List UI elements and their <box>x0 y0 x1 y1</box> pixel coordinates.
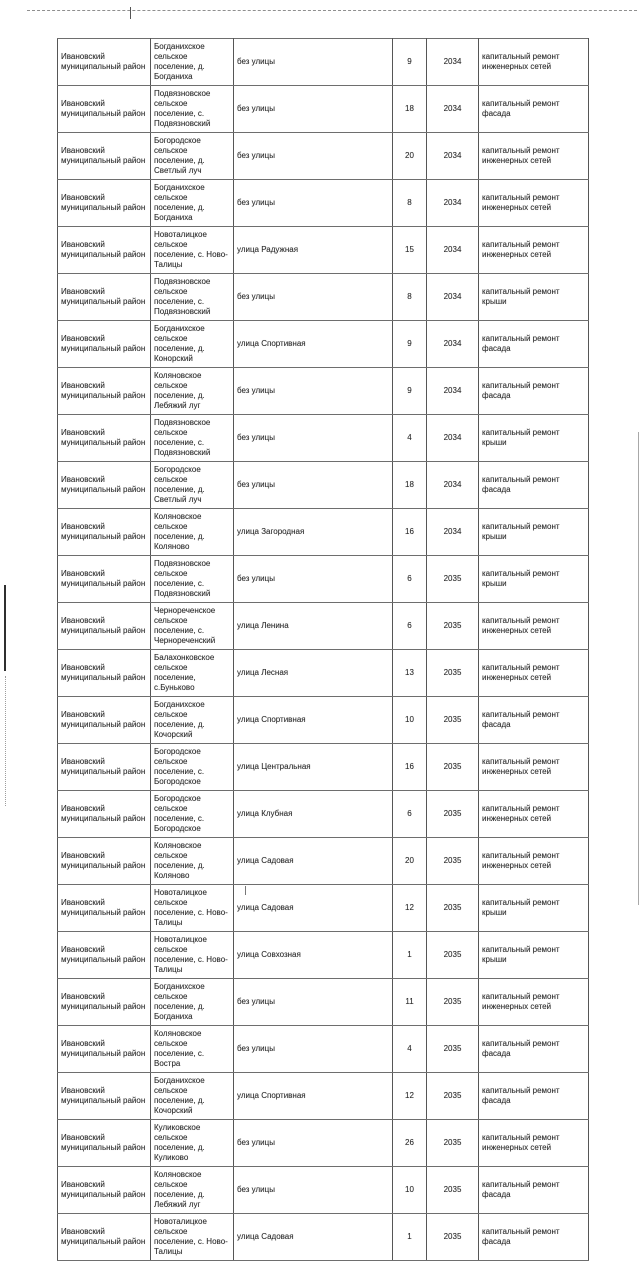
table-row <box>58 650 589 697</box>
cell-count: 18 <box>393 86 427 133</box>
cell-street: без улицы <box>234 274 393 321</box>
cell-count: 1 <box>393 932 427 979</box>
cell-settlement: Новоталицкое сельское поселение, с. Ново-Талицы <box>151 227 234 274</box>
cell-year: 2035 <box>427 556 479 603</box>
cell-district: Ивановский муниципальный район <box>58 1120 151 1167</box>
table-row <box>58 979 589 1026</box>
cell-count: 9 <box>393 368 427 415</box>
cell-street: улица Центральная <box>234 744 393 791</box>
cell-district: Ивановский муниципальный район <box>58 1073 151 1120</box>
cell-year: 2035 <box>427 650 479 697</box>
capital-repair-table-wrap <box>57 38 588 1261</box>
table-row <box>58 697 589 744</box>
cell-district: Ивановский муниципальный район <box>58 556 151 603</box>
cell-street: улица Радужная <box>234 227 393 274</box>
cell-street: без улицы <box>234 86 393 133</box>
cell-work: капитальный ремонт инженерных сетей <box>479 1120 589 1167</box>
cell-work: капитальный ремонт инженерных сетей <box>479 39 589 86</box>
cell-street: без улицы <box>234 979 393 1026</box>
cell-district: Ивановский муниципальный район <box>58 791 151 838</box>
cell-count: 12 <box>393 1073 427 1120</box>
cell-district: Ивановский муниципальный район <box>58 274 151 321</box>
cell-street: улица Спортивная <box>234 321 393 368</box>
table-row <box>58 321 589 368</box>
cell-count: 15 <box>393 227 427 274</box>
cell-work: капитальный ремонт инженерных сетей <box>479 133 589 180</box>
cell-year: 2034 <box>427 462 479 509</box>
scan-left-margin-mark <box>4 585 6 671</box>
cell-settlement: Богданихское сельское поселение, д. Богданиха <box>151 39 234 86</box>
table-row <box>58 462 589 509</box>
table-row <box>58 1120 589 1167</box>
table-row <box>58 1214 589 1261</box>
cell-work: капитальный ремонт фасада <box>479 1167 589 1214</box>
cell-year: 2034 <box>427 509 479 556</box>
table-row <box>58 274 589 321</box>
cell-year: 2035 <box>427 697 479 744</box>
cell-settlement: Богородское сельское поселение, д. Светлый луч <box>151 462 234 509</box>
cell-district: Ивановский муниципальный район <box>58 86 151 133</box>
cell-work: капитальный ремонт инженерных сетей <box>479 650 589 697</box>
cell-settlement: Коляновское сельское поселение, д. Коляново <box>151 509 234 556</box>
cell-settlement: Богородское сельское поселение, с. Богородское <box>151 791 234 838</box>
cell-year: 2035 <box>427 979 479 1026</box>
cell-street: улица Клубная <box>234 791 393 838</box>
cell-street: без улицы <box>234 556 393 603</box>
cell-street: без улицы <box>234 1120 393 1167</box>
cell-year: 2035 <box>427 1120 479 1167</box>
table-row <box>58 603 589 650</box>
cell-count: 6 <box>393 603 427 650</box>
scan-tick-mark <box>130 7 131 19</box>
cell-count: 12 <box>393 885 427 932</box>
cell-year: 2035 <box>427 1026 479 1073</box>
cell-year: 2035 <box>427 1214 479 1261</box>
table-body <box>58 39 589 1261</box>
cell-count: 1 <box>393 1214 427 1261</box>
cell-district: Ивановский муниципальный район <box>58 368 151 415</box>
cell-settlement: Коляновское сельское поселение, д. Коляново <box>151 838 234 885</box>
cell-count: 20 <box>393 838 427 885</box>
cell-year: 2034 <box>427 180 479 227</box>
cell-count: 10 <box>393 1167 427 1214</box>
cell-district: Ивановский муниципальный район <box>58 1167 151 1214</box>
cell-street: без улицы <box>234 39 393 86</box>
cell-street: без улицы <box>234 1167 393 1214</box>
cell-district: Ивановский муниципальный район <box>58 650 151 697</box>
cell-work: капитальный ремонт инженерных сетей <box>479 603 589 650</box>
cell-year: 2035 <box>427 932 479 979</box>
cell-year: 2034 <box>427 368 479 415</box>
cell-count: 9 <box>393 39 427 86</box>
cell-district: Ивановский муниципальный район <box>58 133 151 180</box>
cell-district: Ивановский муниципальный район <box>58 39 151 86</box>
cell-street: улица Садовая <box>234 838 393 885</box>
table-row <box>58 39 589 86</box>
cell-work: капитальный ремонт инженерных сетей <box>479 744 589 791</box>
cell-district: Ивановский муниципальный район <box>58 885 151 932</box>
cell-count: 9 <box>393 321 427 368</box>
cell-count: 18 <box>393 462 427 509</box>
cell-settlement: Чернореченское сельское поселение, с. Чернореченский <box>151 603 234 650</box>
table-row <box>58 1073 589 1120</box>
table-row <box>58 932 589 979</box>
scan-dashed-line <box>27 10 637 11</box>
cell-district: Ивановский муниципальный район <box>58 321 151 368</box>
cell-district: Ивановский муниципальный район <box>58 744 151 791</box>
table-row <box>58 227 589 274</box>
scan-right-edge-line <box>638 432 639 905</box>
cell-settlement: Богородское сельское поселение, д. Светлый луч <box>151 133 234 180</box>
cell-district: Ивановский муниципальный район <box>58 603 151 650</box>
cell-work: капитальный ремонт крыши <box>479 932 589 979</box>
cell-settlement: Богданихское сельское поселение, д. Богданиха <box>151 180 234 227</box>
capital-repair-table <box>57 38 589 1261</box>
table-row <box>58 838 589 885</box>
cell-year: 2034 <box>427 274 479 321</box>
cell-street: улица Лесная <box>234 650 393 697</box>
cell-work: капитальный ремонт крыши <box>479 274 589 321</box>
cell-year: 2034 <box>427 39 479 86</box>
cell-work: капитальный ремонт крыши <box>479 509 589 556</box>
cell-year: 2034 <box>427 321 479 368</box>
cell-work: капитальный ремонт фасада <box>479 697 589 744</box>
cell-settlement: Новоталицкое сельское поселение, с. Ново-Талицы <box>151 932 234 979</box>
cell-work: капитальный ремонт фасада <box>479 1214 589 1261</box>
cell-street: улица Садовая <box>234 885 393 932</box>
cell-year: 2034 <box>427 86 479 133</box>
cell-work: капитальный ремонт инженерных сетей <box>479 791 589 838</box>
cell-street: улица Спортивная <box>234 697 393 744</box>
cell-year: 2035 <box>427 838 479 885</box>
cell-district: Ивановский муниципальный район <box>58 1026 151 1073</box>
cell-year: 2035 <box>427 885 479 932</box>
table-row <box>58 368 589 415</box>
cell-district: Ивановский муниципальный район <box>58 979 151 1026</box>
cell-street: без улицы <box>234 1026 393 1073</box>
table-row <box>58 509 589 556</box>
cell-count: 6 <box>393 556 427 603</box>
cell-settlement: Новоталицкое сельское поселение, с. Ново-Талицы <box>151 885 234 932</box>
cell-year: 2034 <box>427 133 479 180</box>
cell-work: капитальный ремонт крыши <box>479 415 589 462</box>
cell-district: Ивановский муниципальный район <box>58 180 151 227</box>
table-row <box>58 1167 589 1214</box>
cell-settlement: Коляновское сельское поселение, с. Востра <box>151 1026 234 1073</box>
cell-district: Ивановский муниципальный район <box>58 697 151 744</box>
cell-count: 6 <box>393 791 427 838</box>
cell-work: капитальный ремонт крыши <box>479 885 589 932</box>
cell-year: 2035 <box>427 1073 479 1120</box>
table-row <box>58 180 589 227</box>
cell-work: капитальный ремонт крыши <box>479 556 589 603</box>
cell-settlement: Подвязновское сельское поселение, с. Подвязновский <box>151 274 234 321</box>
cell-settlement: Богданихское сельское поселение, д. Кочорский <box>151 697 234 744</box>
cell-count: 8 <box>393 274 427 321</box>
cell-year: 2035 <box>427 1167 479 1214</box>
cell-district: Ивановский муниципальный район <box>58 1214 151 1261</box>
cell-district: Ивановский муниципальный район <box>58 462 151 509</box>
table-row <box>58 744 589 791</box>
cell-settlement: Богданихское сельское поселение, д. Конорский <box>151 321 234 368</box>
cell-year: 2034 <box>427 227 479 274</box>
table-row <box>58 791 589 838</box>
cell-work: капитальный ремонт инженерных сетей <box>479 227 589 274</box>
cell-count: 20 <box>393 133 427 180</box>
cell-settlement: Новоталицкое сельское поселение, с. Ново-Талицы <box>151 1214 234 1261</box>
cell-settlement: Куликовское сельское поселение, д. Куликово <box>151 1120 234 1167</box>
scan-left-dotted-mark <box>5 676 6 806</box>
cell-settlement: Балахонковское сельское поселение, с.Буньково <box>151 650 234 697</box>
cell-district: Ивановский муниципальный район <box>58 932 151 979</box>
cell-work: капитальный ремонт фасада <box>479 1073 589 1120</box>
table-row <box>58 415 589 462</box>
cell-work: капитальный ремонт фасада <box>479 86 589 133</box>
cell-count: 26 <box>393 1120 427 1167</box>
cell-count: 8 <box>393 180 427 227</box>
table-row <box>58 1026 589 1073</box>
cell-count: 16 <box>393 744 427 791</box>
cell-street: улица Ленина <box>234 603 393 650</box>
cell-work: капитальный ремонт инженерных сетей <box>479 979 589 1026</box>
cell-settlement: Богданихское сельское поселение, д. Кочорский <box>151 1073 234 1120</box>
table-row <box>58 86 589 133</box>
cell-street: улица Садовая <box>234 1214 393 1261</box>
cell-count: 4 <box>393 1026 427 1073</box>
cell-count: 4 <box>393 415 427 462</box>
cell-work: капитальный ремонт фасада <box>479 368 589 415</box>
cell-district: Ивановский муниципальный район <box>58 415 151 462</box>
cell-settlement: Богданихское сельское поселение, д. Богданиха <box>151 979 234 1026</box>
table-row <box>58 556 589 603</box>
cell-year: 2035 <box>427 603 479 650</box>
cell-work: капитальный ремонт инженерных сетей <box>479 838 589 885</box>
cell-district: Ивановский муниципальный район <box>58 509 151 556</box>
cell-work: капитальный ремонт фасада <box>479 321 589 368</box>
cell-count: 11 <box>393 979 427 1026</box>
cell-settlement: Подвязновское сельское поселение, с. Подвязновский <box>151 86 234 133</box>
cell-street: без улицы <box>234 462 393 509</box>
cell-street: улица Загородная <box>234 509 393 556</box>
cell-settlement: Подвязновское сельское поселение, с. Подвязновский <box>151 556 234 603</box>
cell-work: капитальный ремонт инженерных сетей <box>479 180 589 227</box>
cell-settlement: Подвязновское сельское поселение, с. Подвязновский <box>151 415 234 462</box>
cell-settlement: Коляновское сельское поселение, д. Лебяжий луг <box>151 368 234 415</box>
cell-street: без улицы <box>234 415 393 462</box>
cell-district: Ивановский муниципальный район <box>58 227 151 274</box>
cell-street: улица Совхозная <box>234 932 393 979</box>
cell-count: 13 <box>393 650 427 697</box>
cell-work: капитальный ремонт фасада <box>479 1026 589 1073</box>
cell-street: без улицы <box>234 180 393 227</box>
cell-count: 10 <box>393 697 427 744</box>
cell-street: без улицы <box>234 368 393 415</box>
table-row <box>58 885 589 932</box>
cell-district: Ивановский муниципальный район <box>58 838 151 885</box>
table-row <box>58 133 589 180</box>
cell-year: 2034 <box>427 415 479 462</box>
cell-settlement: Коляновское сельское поселение, д. Лебяжий луг <box>151 1167 234 1214</box>
cell-work: капитальный ремонт фасада <box>479 462 589 509</box>
cell-count: 16 <box>393 509 427 556</box>
cell-year: 2035 <box>427 744 479 791</box>
cell-street: улица Спортивная <box>234 1073 393 1120</box>
cell-year: 2035 <box>427 791 479 838</box>
cell-settlement: Богородское сельское поселение, с. Богородское <box>151 744 234 791</box>
cell-street: без улицы <box>234 133 393 180</box>
